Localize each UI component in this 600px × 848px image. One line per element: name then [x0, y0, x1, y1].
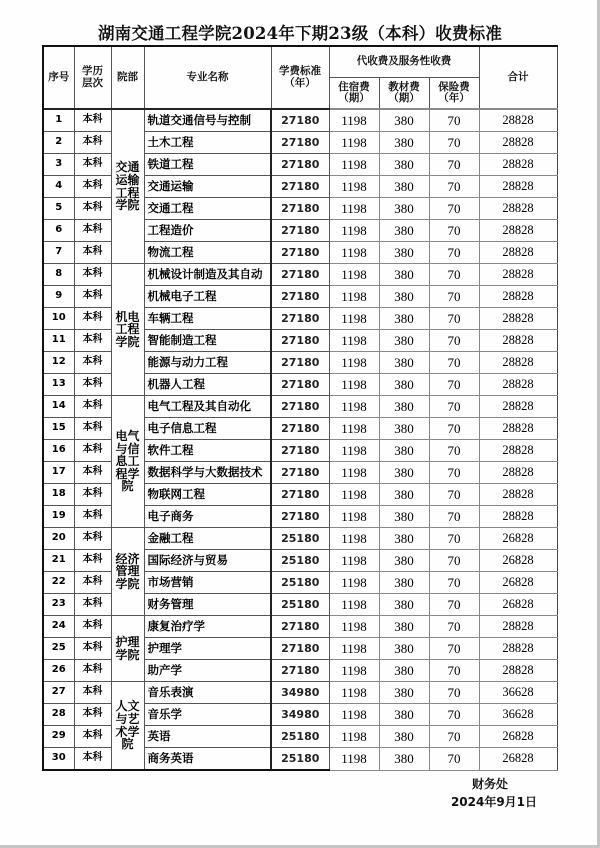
row-tuition: 27180	[271, 484, 329, 506]
row-major-name: 数据科学与大数据技术	[144, 462, 271, 484]
row-education-level: 本科	[74, 264, 111, 286]
row-housing-fee: 1198	[329, 682, 379, 704]
row-college: 机电工程学院	[111, 264, 144, 396]
row-tuition: 27180	[271, 660, 329, 682]
row-tuition: 27180	[271, 616, 329, 638]
row-tuition: 27180	[271, 418, 329, 440]
row-total: 28828	[479, 132, 557, 154]
row-housing-fee: 1198	[329, 440, 379, 462]
row-total: 28828	[479, 660, 557, 682]
row-education-level: 本科	[74, 484, 111, 506]
row-housing-fee: 1198	[329, 308, 379, 330]
row-insurance-fee: 70	[429, 396, 479, 418]
row-textbook-fee: 380	[379, 616, 429, 638]
row-housing-fee: 1198	[329, 484, 379, 506]
header-level-line2: 层次	[82, 76, 103, 89]
row-index: 16	[43, 440, 74, 462]
row-tuition: 27180	[271, 286, 329, 308]
row-insurance-fee: 70	[429, 264, 479, 286]
row-major-name: 商务英语	[144, 748, 271, 771]
row-textbook-fee: 380	[379, 286, 429, 308]
table-row	[43, 528, 557, 550]
row-textbook-fee: 380	[379, 506, 429, 528]
row-major-name: 智能制造工程	[144, 330, 271, 352]
row-insurance-fee: 70	[429, 550, 479, 572]
row-major-name: 轨道交通信号与控制	[144, 109, 271, 132]
row-tuition: 27180	[271, 176, 329, 198]
header-housing-line2: （期）	[338, 92, 370, 104]
row-tuition: 25180	[271, 550, 329, 572]
row-education-level: 本科	[74, 176, 111, 198]
row-tuition: 27180	[271, 352, 329, 374]
row-textbook-fee: 380	[379, 484, 429, 506]
row-tuition: 25180	[271, 528, 329, 550]
row-total: 26828	[479, 572, 557, 594]
row-major-name: 机械电子工程	[144, 286, 271, 308]
row-insurance-fee: 70	[429, 330, 479, 352]
row-insurance-fee: 70	[429, 308, 479, 330]
row-textbook-fee: 380	[379, 396, 429, 418]
row-textbook-fee: 380	[379, 638, 429, 660]
row-total: 28828	[479, 462, 557, 484]
row-education-level: 本科	[74, 242, 111, 264]
row-total: 26828	[479, 528, 557, 550]
row-tuition: 27180	[271, 374, 329, 396]
row-tuition: 34980	[271, 704, 329, 726]
row-education-level: 本科	[74, 572, 111, 594]
row-major-name: 市场营销	[144, 572, 271, 594]
row-tuition: 25180	[271, 594, 329, 616]
row-education-level: 本科	[74, 748, 111, 771]
row-education-level: 本科	[74, 330, 111, 352]
row-housing-fee: 1198	[329, 660, 379, 682]
row-housing-fee: 1198	[329, 506, 379, 528]
row-textbook-fee: 380	[379, 374, 429, 396]
row-total: 28828	[479, 330, 557, 352]
row-major-name: 财务管理	[144, 594, 271, 616]
row-total: 28828	[479, 418, 557, 440]
row-total: 28828	[479, 264, 557, 286]
row-major-name: 工程造价	[144, 220, 271, 242]
row-textbook-fee: 380	[379, 264, 429, 286]
row-tuition: 25180	[271, 572, 329, 594]
header-textbook-line2: （期）	[388, 92, 420, 104]
header-major: 专业名称	[144, 46, 271, 109]
row-textbook-fee: 380	[379, 220, 429, 242]
row-index: 23	[43, 594, 74, 616]
row-education-level: 本科	[74, 440, 111, 462]
row-index: 18	[43, 484, 74, 506]
row-housing-fee: 1198	[329, 176, 379, 198]
row-insurance-fee: 70	[429, 374, 479, 396]
row-tuition: 27180	[271, 154, 329, 176]
row-index: 1	[43, 109, 74, 132]
row-index: 9	[43, 286, 74, 308]
row-tuition: 27180	[271, 440, 329, 462]
row-textbook-fee: 380	[379, 726, 429, 748]
row-major-name: 软件工程	[144, 440, 271, 462]
row-insurance-fee: 70	[429, 440, 479, 462]
table-row	[43, 396, 557, 418]
row-major-name: 土木工程	[144, 132, 271, 154]
row-housing-fee: 1198	[329, 198, 379, 220]
row-housing-fee: 1198	[329, 550, 379, 572]
row-major-name: 能源与动力工程	[144, 352, 271, 374]
row-housing-fee: 1198	[329, 704, 379, 726]
header-level	[74, 46, 111, 109]
row-index: 13	[43, 374, 74, 396]
row-housing-fee: 1198	[329, 242, 379, 264]
row-index: 30	[43, 748, 74, 771]
row-education-level: 本科	[74, 220, 111, 242]
header-college: 院部	[111, 46, 144, 109]
row-index: 6	[43, 220, 74, 242]
row-textbook-fee: 380	[379, 308, 429, 330]
row-college: 经济管理学院	[111, 528, 144, 616]
row-textbook-fee: 380	[379, 154, 429, 176]
row-index: 26	[43, 660, 74, 682]
row-textbook-fee: 380	[379, 330, 429, 352]
row-insurance-fee: 70	[429, 220, 479, 242]
row-tuition: 27180	[271, 220, 329, 242]
row-education-level: 本科	[74, 638, 111, 660]
row-total: 28828	[479, 374, 557, 396]
row-education-level: 本科	[74, 528, 111, 550]
row-housing-fee: 1198	[329, 616, 379, 638]
row-major-name: 物流工程	[144, 242, 271, 264]
row-tuition: 25180	[271, 726, 329, 748]
row-insurance-fee: 70	[429, 352, 479, 374]
header-housing	[329, 78, 379, 110]
row-textbook-fee: 380	[379, 528, 429, 550]
row-insurance-fee: 70	[429, 704, 479, 726]
row-total: 26828	[479, 726, 557, 748]
row-housing-fee: 1198	[329, 109, 379, 132]
row-housing-fee: 1198	[329, 418, 379, 440]
row-major-name: 车辆工程	[144, 308, 271, 330]
header-housing-line1: 住宿费	[338, 80, 370, 93]
row-major-name: 机械设计制造及其自动	[144, 264, 271, 286]
row-index: 27	[43, 682, 74, 704]
row-total: 28828	[479, 308, 557, 330]
row-insurance-fee: 70	[429, 682, 479, 704]
row-education-level: 本科	[74, 286, 111, 308]
row-education-level: 本科	[74, 396, 111, 418]
row-education-level: 本科	[74, 308, 111, 330]
row-education-level: 本科	[74, 616, 111, 638]
header-tuition	[271, 46, 329, 109]
row-total: 28828	[479, 638, 557, 660]
row-education-level: 本科	[74, 109, 111, 132]
row-total: 28828	[479, 220, 557, 242]
row-index: 28	[43, 704, 74, 726]
row-education-level: 本科	[74, 594, 111, 616]
row-textbook-fee: 380	[379, 748, 429, 771]
row-total: 28828	[479, 242, 557, 264]
row-education-level: 本科	[74, 462, 111, 484]
row-housing-fee: 1198	[329, 396, 379, 418]
row-insurance-fee: 70	[429, 462, 479, 484]
row-major-name: 音乐学	[144, 704, 271, 726]
row-major-name: 助产学	[144, 660, 271, 682]
row-index: 19	[43, 506, 74, 528]
row-index: 4	[43, 176, 74, 198]
row-insurance-fee: 70	[429, 242, 479, 264]
row-major-name: 金融工程	[144, 528, 271, 550]
row-insurance-fee: 70	[429, 726, 479, 748]
table-row	[43, 109, 557, 132]
row-housing-fee: 1198	[329, 462, 379, 484]
row-index: 10	[43, 308, 74, 330]
row-total: 28828	[479, 154, 557, 176]
row-index: 22	[43, 572, 74, 594]
row-index: 24	[43, 616, 74, 638]
row-total: 36628	[479, 704, 557, 726]
row-textbook-fee: 380	[379, 176, 429, 198]
row-education-level: 本科	[74, 374, 111, 396]
row-major-name: 交通工程	[144, 198, 271, 220]
row-total: 28828	[479, 506, 557, 528]
row-insurance-fee: 70	[429, 528, 479, 550]
row-insurance-fee: 70	[429, 176, 479, 198]
row-textbook-fee: 380	[379, 572, 429, 594]
row-college: 交通运输工程学院	[111, 109, 144, 264]
row-education-level: 本科	[74, 132, 111, 154]
row-housing-fee: 1198	[329, 154, 379, 176]
row-education-level: 本科	[74, 704, 111, 726]
fee-table	[42, 45, 558, 771]
row-education-level: 本科	[74, 682, 111, 704]
row-index: 21	[43, 550, 74, 572]
row-insurance-fee: 70	[429, 286, 479, 308]
row-tuition: 27180	[271, 198, 329, 220]
row-textbook-fee: 380	[379, 550, 429, 572]
row-index: 29	[43, 726, 74, 748]
row-major-name: 英语	[144, 726, 271, 748]
row-major-name: 护理学	[144, 638, 271, 660]
row-total: 28828	[479, 396, 557, 418]
row-tuition: 27180	[271, 506, 329, 528]
row-insurance-fee: 70	[429, 198, 479, 220]
table-row	[43, 682, 557, 704]
header-textbook-line1: 教材费	[388, 80, 420, 93]
row-total: 26828	[479, 594, 557, 616]
header-level-line1: 学历	[82, 65, 103, 78]
row-major-name: 机器人工程	[144, 374, 271, 396]
row-housing-fee: 1198	[329, 528, 379, 550]
row-housing-fee: 1198	[329, 264, 379, 286]
header-index: 序号	[43, 46, 74, 109]
row-index: 14	[43, 396, 74, 418]
row-textbook-fee: 380	[379, 418, 429, 440]
row-major-name: 铁道工程	[144, 154, 271, 176]
document-title: 湖南交通工程学院2024年下期23级（本科）收费标准	[97, 24, 503, 43]
row-major-name: 物联网工程	[144, 484, 271, 506]
row-tuition: 27180	[271, 109, 329, 132]
row-tuition: 27180	[271, 330, 329, 352]
row-total: 28828	[479, 616, 557, 638]
row-tuition: 27180	[271, 308, 329, 330]
table-row	[43, 264, 557, 286]
row-housing-fee: 1198	[329, 572, 379, 594]
row-textbook-fee: 380	[379, 462, 429, 484]
row-housing-fee: 1198	[329, 594, 379, 616]
row-textbook-fee: 380	[379, 440, 429, 462]
row-tuition: 25180	[271, 748, 329, 771]
row-insurance-fee: 70	[429, 484, 479, 506]
row-tuition: 27180	[271, 264, 329, 286]
row-education-level: 本科	[74, 726, 111, 748]
row-housing-fee: 1198	[329, 286, 379, 308]
row-education-level: 本科	[74, 418, 111, 440]
row-total: 26828	[479, 748, 557, 771]
row-total: 28828	[479, 352, 557, 374]
row-insurance-fee: 70	[429, 154, 479, 176]
row-insurance-fee: 70	[429, 638, 479, 660]
header-tuition-line2: （年）	[284, 76, 316, 89]
row-insurance-fee: 70	[429, 748, 479, 771]
header-insurance-line1: 保险费	[438, 80, 470, 93]
row-index: 11	[43, 330, 74, 352]
row-textbook-fee: 380	[379, 682, 429, 704]
header-insurance	[429, 78, 479, 110]
row-major-name: 康复治疗学	[144, 616, 271, 638]
row-insurance-fee: 70	[429, 594, 479, 616]
row-tuition: 27180	[271, 396, 329, 418]
row-housing-fee: 1198	[329, 638, 379, 660]
row-total: 28828	[479, 176, 557, 198]
row-housing-fee: 1198	[329, 374, 379, 396]
row-textbook-fee: 380	[379, 352, 429, 374]
row-housing-fee: 1198	[329, 352, 379, 374]
row-total: 28828	[479, 484, 557, 506]
header-total: 合计	[479, 46, 557, 109]
row-insurance-fee: 70	[429, 109, 479, 132]
row-education-level: 本科	[74, 550, 111, 572]
row-housing-fee: 1198	[329, 132, 379, 154]
row-index: 12	[43, 352, 74, 374]
row-tuition: 27180	[271, 462, 329, 484]
row-total: 36628	[479, 682, 557, 704]
header-insurance-line2: （年）	[438, 92, 470, 104]
row-education-level: 本科	[74, 506, 111, 528]
table-row	[43, 616, 557, 638]
row-textbook-fee: 380	[379, 660, 429, 682]
row-total: 26828	[479, 550, 557, 572]
row-major-name: 国际经济与贸易	[144, 550, 271, 572]
row-index: 8	[43, 264, 74, 286]
fee-table-body	[43, 109, 557, 770]
row-education-level: 本科	[74, 352, 111, 374]
row-major-name: 音乐表演	[144, 682, 271, 704]
row-index: 17	[43, 462, 74, 484]
row-textbook-fee: 380	[379, 594, 429, 616]
row-textbook-fee: 380	[379, 198, 429, 220]
row-textbook-fee: 380	[379, 132, 429, 154]
row-education-level: 本科	[74, 154, 111, 176]
header-service-fees: 代收费及服务性收费	[329, 46, 479, 78]
row-textbook-fee: 380	[379, 704, 429, 726]
row-housing-fee: 1198	[329, 330, 379, 352]
row-education-level: 本科	[74, 198, 111, 220]
row-textbook-fee: 380	[379, 242, 429, 264]
row-major-name: 电子信息工程	[144, 418, 271, 440]
row-college: 护理学院	[111, 616, 144, 682]
row-housing-fee: 1198	[329, 726, 379, 748]
row-tuition: 27180	[271, 638, 329, 660]
row-insurance-fee: 70	[429, 572, 479, 594]
row-college: 电气与信息工程学院	[111, 396, 144, 528]
row-tuition: 27180	[271, 132, 329, 154]
row-major-name: 电气工程及其自动化	[144, 396, 271, 418]
row-index: 2	[43, 132, 74, 154]
row-total: 28828	[479, 198, 557, 220]
row-total: 28828	[479, 286, 557, 308]
row-insurance-fee: 70	[429, 506, 479, 528]
row-index: 5	[43, 198, 74, 220]
row-insurance-fee: 70	[429, 616, 479, 638]
row-index: 7	[43, 242, 74, 264]
row-insurance-fee: 70	[429, 660, 479, 682]
row-tuition: 27180	[271, 242, 329, 264]
header-textbook	[379, 78, 429, 110]
issue-date: 2024年9月1日	[450, 795, 538, 809]
row-college: 人文与艺术学院	[111, 682, 144, 771]
row-insurance-fee: 70	[429, 418, 479, 440]
row-housing-fee: 1198	[329, 220, 379, 242]
issuing-department: 财务处	[471, 777, 508, 791]
row-index: 15	[43, 418, 74, 440]
row-education-level: 本科	[74, 660, 111, 682]
row-major-name: 电子商务	[144, 506, 271, 528]
header-tuition-line1: 学费标准	[279, 65, 321, 78]
row-textbook-fee: 380	[379, 109, 429, 132]
row-major-name: 交通运输	[144, 176, 271, 198]
row-total: 28828	[479, 440, 557, 462]
row-index: 25	[43, 638, 74, 660]
row-index: 20	[43, 528, 74, 550]
row-housing-fee: 1198	[329, 748, 379, 771]
row-tuition: 34980	[271, 682, 329, 704]
row-total: 28828	[479, 109, 557, 132]
row-index: 3	[43, 154, 74, 176]
row-insurance-fee: 70	[429, 132, 479, 154]
